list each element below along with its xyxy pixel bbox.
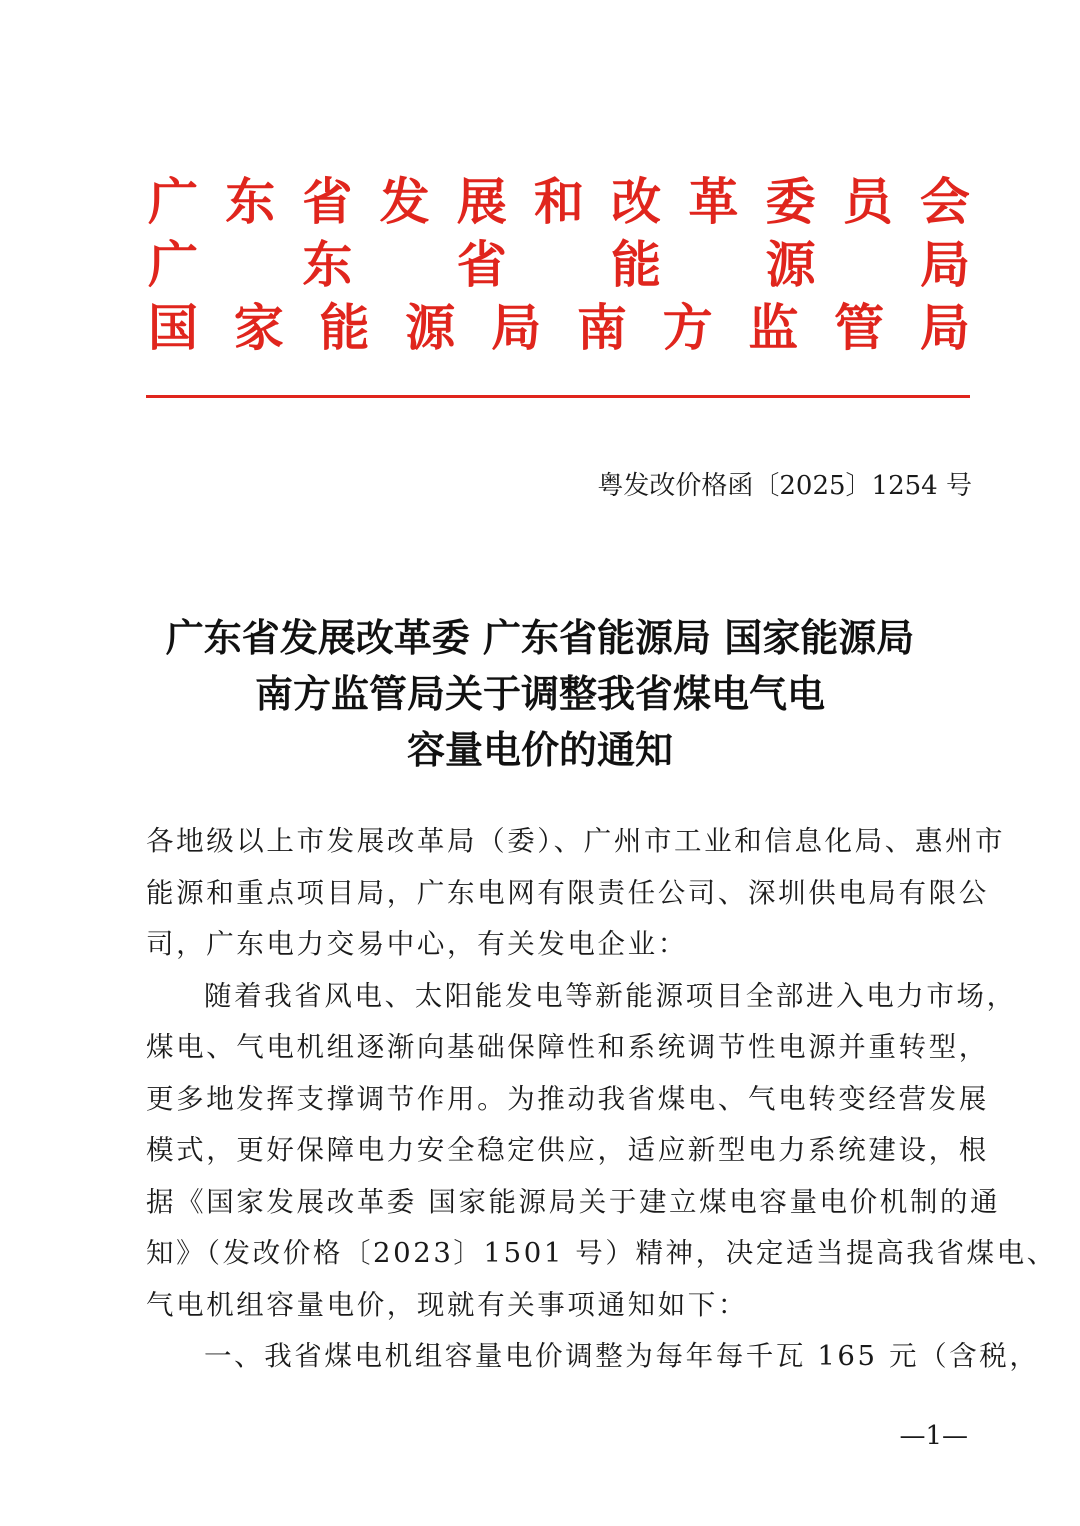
body-line: 据《国家发展改革委 国家能源局关于建立煤电容量电价机制的通 (146, 1185, 1001, 1218)
body-line: 煤电、气电机组逐渐向基础保障性和系统调节性电源并重转型， (146, 1031, 989, 1063)
body-line: 知》（发改价格〔2023〕1501 号）精神，决定适当提高我省煤电、 (146, 1237, 1057, 1269)
letterhead-line-1: 广 东 省 发 展 和 改 革 委 员 会 (148, 172, 970, 231)
title-line-2: 南方监管局关于调整我省煤电气电 (254, 671, 825, 716)
page-number: —1— (899, 1421, 968, 1451)
body-line: 一、我省煤电机组容量电价调整为每年每千瓦 165 元（含税， (204, 1340, 1040, 1372)
addressee-line: 各地级以上市发展改革局（委）、广州市工业和信息化局、惠州市 (146, 825, 1006, 857)
document-body (146, 816, 1057, 1383)
title-line-3: 容量电价的通知 (406, 727, 673, 772)
letterhead-line-3: 国 家 能 源 局 南 方 监 管 局 (148, 298, 970, 357)
body-line: 随着我省风电、太阳能发电等新能源项目全部进入电力市场， (204, 979, 1017, 1012)
body-line: 模式，更好保障电力安全稳定供应，适应新型电力系统建设，根 (146, 1134, 989, 1166)
addressee-line: 能源和重点项目局，广东电网有限责任公司、深圳供电局有限公 (146, 876, 989, 909)
letterhead-divider (146, 395, 970, 398)
document-title (120, 610, 960, 778)
document-number: 粤发改价格函〔2025〕1254 号 (597, 471, 972, 501)
title-line-1: 广东省发展改革委 广东省能源局 国家能源局 (165, 615, 915, 660)
body-line: 气电机组容量电价，现就有关事项通知如下： (146, 1288, 748, 1321)
letterhead-line-2: 广 东 省 能 源 局 (148, 235, 970, 294)
body-line: 更多地发挥支撑调节作用。为推动我省煤电、气电转变经营发展 (146, 1082, 989, 1115)
addressee-line: 司，广东电力交易中心，有关发电企业： (146, 928, 688, 960)
